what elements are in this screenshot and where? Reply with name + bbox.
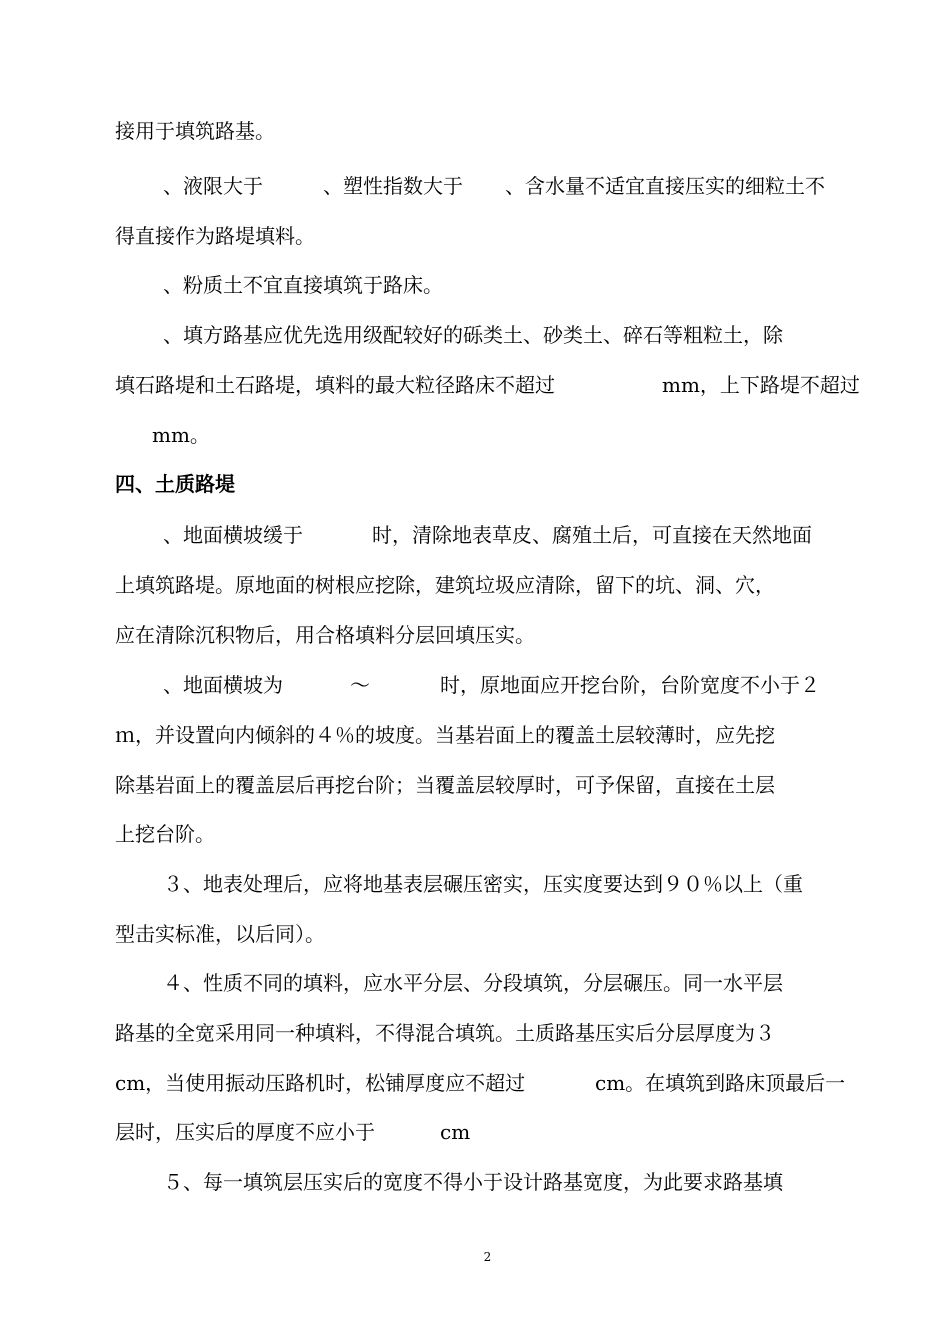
text-line [0, 770, 950, 800]
text-segment: 上挖台阶。 [115, 822, 215, 846]
text-line [0, 320, 950, 350]
text-line [0, 968, 950, 998]
text-segment: 、液限大于 [163, 174, 263, 198]
text-segment: mm，上下路堤不超过 [662, 373, 860, 397]
text-segment: ～ [350, 673, 370, 697]
section-heading [0, 469, 950, 499]
text-segment: 、地面横坡为 [163, 673, 283, 697]
page-number: 2 [483, 1250, 492, 1264]
text-segment: 、粉质土不宜直接填筑于路床。 [163, 273, 443, 297]
text-line [0, 670, 950, 700]
text-segment: 、地面横坡缓于 [163, 523, 303, 547]
text-segment: 层时，压实后的厚度不应小于 [115, 1120, 375, 1144]
text-segment: 上填筑路堤。原地面的树根应挖除，建筑垃圾应清除，留下的坑、洞、穴， [115, 573, 775, 597]
text-line [0, 1167, 950, 1197]
text-segment: cm。在填筑到路床顶最后一 [595, 1071, 846, 1095]
text-segment: 、塑性指数大于 [323, 174, 463, 198]
text-segment: 得直接作为路堤填料。 [115, 224, 315, 248]
section-heading-text: 四、土质路堤 [115, 472, 235, 496]
text-line [0, 1018, 950, 1048]
text-segment: ｍ，并设置向内倾斜的４％的坡度。当基岩面上的覆盖土层较薄时，应先挖 [115, 723, 775, 747]
text-segment: 、填方路基应优先选用级配较好的砾类土、砂类土、碎石等粗粒土，除 [163, 323, 783, 347]
text-segment: mm。 [152, 423, 210, 447]
text-line [0, 1068, 950, 1098]
text-line [0, 270, 950, 300]
text-segment: 时，清除地表草皮、腐殖土后，可直接在天然地面 [372, 523, 812, 547]
text-line [0, 720, 950, 750]
text-segment: ５、每一填筑层压实后的宽度不得小于设计路基宽度，为此要求路基填 [163, 1170, 783, 1194]
text-line [0, 919, 950, 949]
text-segment: 、含水量不适宜直接压实的细粒土不 [505, 174, 825, 198]
text-line [0, 869, 950, 899]
text-line [0, 221, 950, 251]
text-segment: cm [440, 1120, 471, 1144]
text-segment: cm，当使用振动压路机时，松铺厚度应不超过 [115, 1071, 526, 1095]
text-segment: 时，原地面应开挖台阶，台阶宽度不小于２ [440, 673, 820, 697]
text-line [0, 570, 950, 600]
text-line [0, 520, 950, 550]
text-segment: ４、性质不同的填料，应水平分层、分段填筑，分层碾压。同一水平层 [163, 971, 783, 995]
text-line [0, 819, 950, 849]
text-segment: 路基的全宽采用同一种填料，不得混合填筑。土质路基压实后分层厚度为３ [115, 1021, 775, 1045]
text-line [0, 171, 950, 201]
text-segment: 应在清除沉积物后，用合格填料分层回填压实。 [115, 623, 535, 647]
text-line [0, 620, 950, 650]
text-line [0, 116, 950, 146]
text-line [0, 1117, 950, 1147]
text-segment: 除基岩面上的覆盖层后再挖台阶；当覆盖层较厚时，可予保留，直接在土层 [115, 773, 775, 797]
text-segment: 填石路堤和土石路堤，填料的最大粒径路床不超过 [115, 373, 555, 397]
text-line [0, 370, 950, 400]
text-segment: 接用于填筑路基。 [115, 119, 275, 143]
text-segment: 型击实标准，以后同）。 [115, 922, 325, 946]
text-line [0, 420, 950, 450]
text-segment: ３、地表处理后，应将地基表层碾压密实，压实度要达到９０％以上（重 [163, 872, 803, 896]
